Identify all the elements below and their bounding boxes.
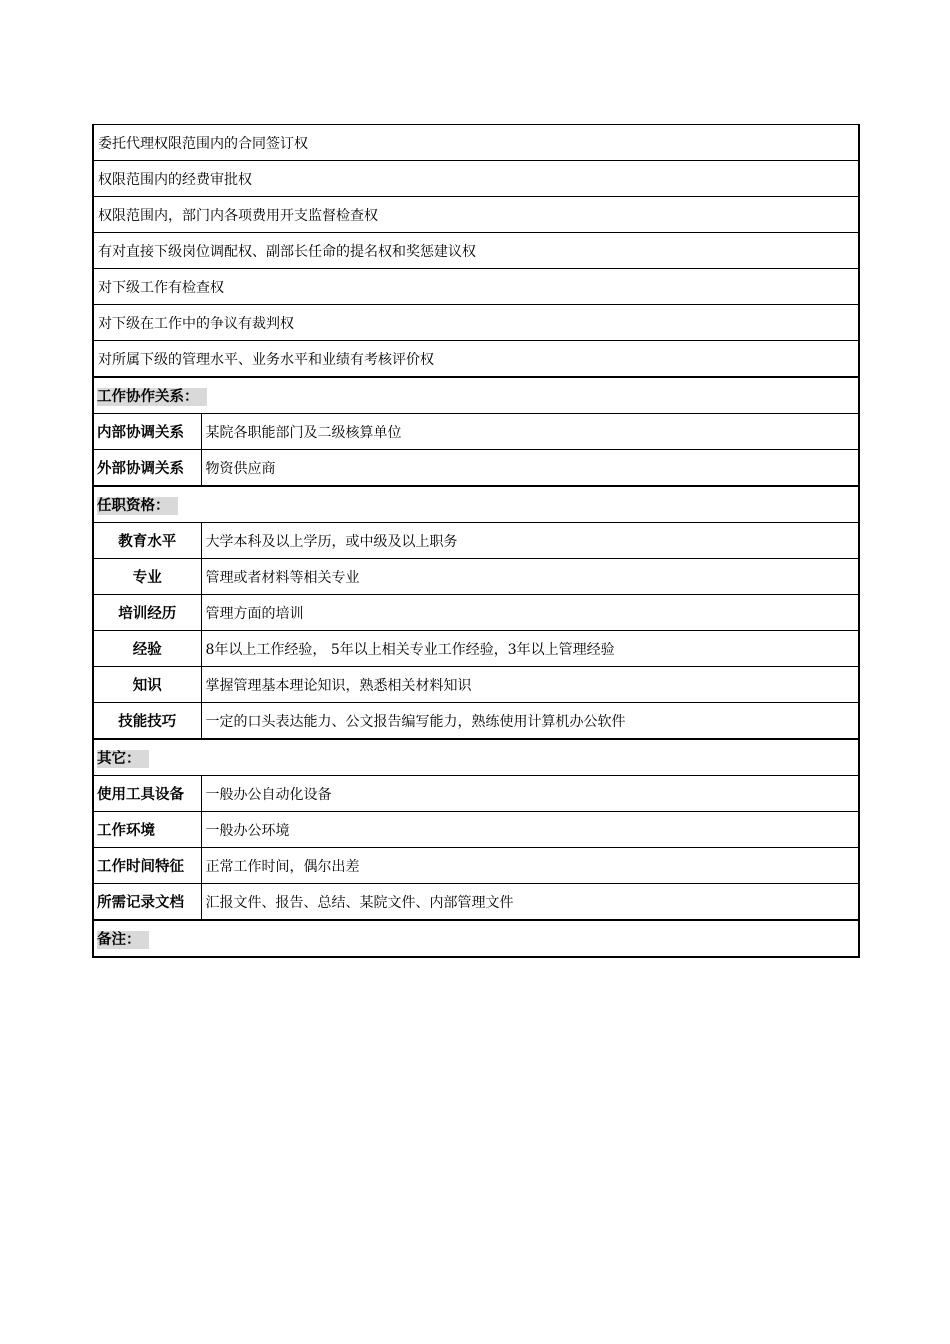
qualification-value: 8年以上工作经验， 5年以上相关专业工作经验，3年以上管理经验 <box>201 631 859 667</box>
qualification-label: 培训经历 <box>93 595 201 631</box>
qualification-label: 技能技巧 <box>93 703 201 740</box>
section-title-cooperation: 工作协作关系： <box>97 388 207 406</box>
authority-row <box>93 269 859 305</box>
authority-cell: 对所属下级的管理水平、业务水平和业绩有考核评价权 <box>93 341 859 378</box>
qualification-label: 知识 <box>93 667 201 703</box>
cooperation-label: 外部协调关系 <box>93 450 201 487</box>
qualification-row <box>93 703 859 740</box>
section-title-other: 其它： <box>97 750 149 768</box>
section-title-remarks: 备注： <box>97 931 149 949</box>
section-header-other <box>93 739 859 776</box>
authority-cell: 权限范围内的经费审批权 <box>93 161 859 197</box>
authority-cell: 对下级在工作中的争议有裁判权 <box>93 305 859 341</box>
qualification-row <box>93 667 859 703</box>
authority-row <box>93 197 859 233</box>
qualification-row <box>93 559 859 595</box>
other-row <box>93 776 859 812</box>
cooperation-row <box>93 450 859 487</box>
other-value: 正常工作时间，偶尔出差 <box>201 848 859 884</box>
qualification-row <box>93 595 859 631</box>
section-title-qualifications: 任职资格： <box>97 497 178 515</box>
other-value: 一般办公环境 <box>201 812 859 848</box>
authority-cell: 有对直接下级岗位调配权、副部长任命的提名权和奖惩建议权 <box>93 233 859 269</box>
other-row <box>93 884 859 921</box>
qualification-value: 管理或者材料等相关专业 <box>201 559 859 595</box>
qualification-label: 经验 <box>93 631 201 667</box>
cooperation-row <box>93 414 859 450</box>
other-label: 使用工具设备 <box>93 776 201 812</box>
other-label: 工作环境 <box>93 812 201 848</box>
authority-cell: 委托代理权限范围内的合同签订权 <box>93 125 859 161</box>
qualification-value: 大学本科及以上学历，或中级及以上职务 <box>201 523 859 559</box>
other-label: 工作时间特征 <box>93 848 201 884</box>
authority-row <box>93 305 859 341</box>
qualification-row <box>93 631 859 667</box>
authority-cell: 对下级工作有检查权 <box>93 269 859 305</box>
section-header-remarks <box>93 920 859 957</box>
other-value: 一般办公自动化设备 <box>201 776 859 812</box>
section-header-qualifications <box>93 486 859 523</box>
section-header-cooperation <box>93 377 859 414</box>
qualification-label: 教育水平 <box>93 523 201 559</box>
cooperation-value: 物资供应商 <box>201 450 859 487</box>
other-value: 汇报文件、报告、总结、某院文件、内部管理文件 <box>201 884 859 921</box>
other-row <box>93 848 859 884</box>
qualification-value: 掌握管理基本理论知识，熟悉相关材料知识 <box>201 667 859 703</box>
authority-row <box>93 125 859 161</box>
cooperation-label: 内部协调关系 <box>93 414 201 450</box>
qualification-value: 管理方面的培训 <box>201 595 859 631</box>
job-description-table <box>92 124 860 958</box>
authority-row <box>93 161 859 197</box>
other-row <box>93 812 859 848</box>
cooperation-value: 某院各职能部门及二级核算单位 <box>201 414 859 450</box>
qualification-label: 专业 <box>93 559 201 595</box>
qualification-row <box>93 523 859 559</box>
authority-row <box>93 341 859 378</box>
other-label: 所需记录文档 <box>93 884 201 921</box>
qualification-value: 一定的口头表达能力、公文报告编写能力，熟练使用计算机办公软件 <box>201 703 859 740</box>
authority-cell: 权限范围内，部门内各项费用开支监督检查权 <box>93 197 859 233</box>
authority-row <box>93 233 859 269</box>
